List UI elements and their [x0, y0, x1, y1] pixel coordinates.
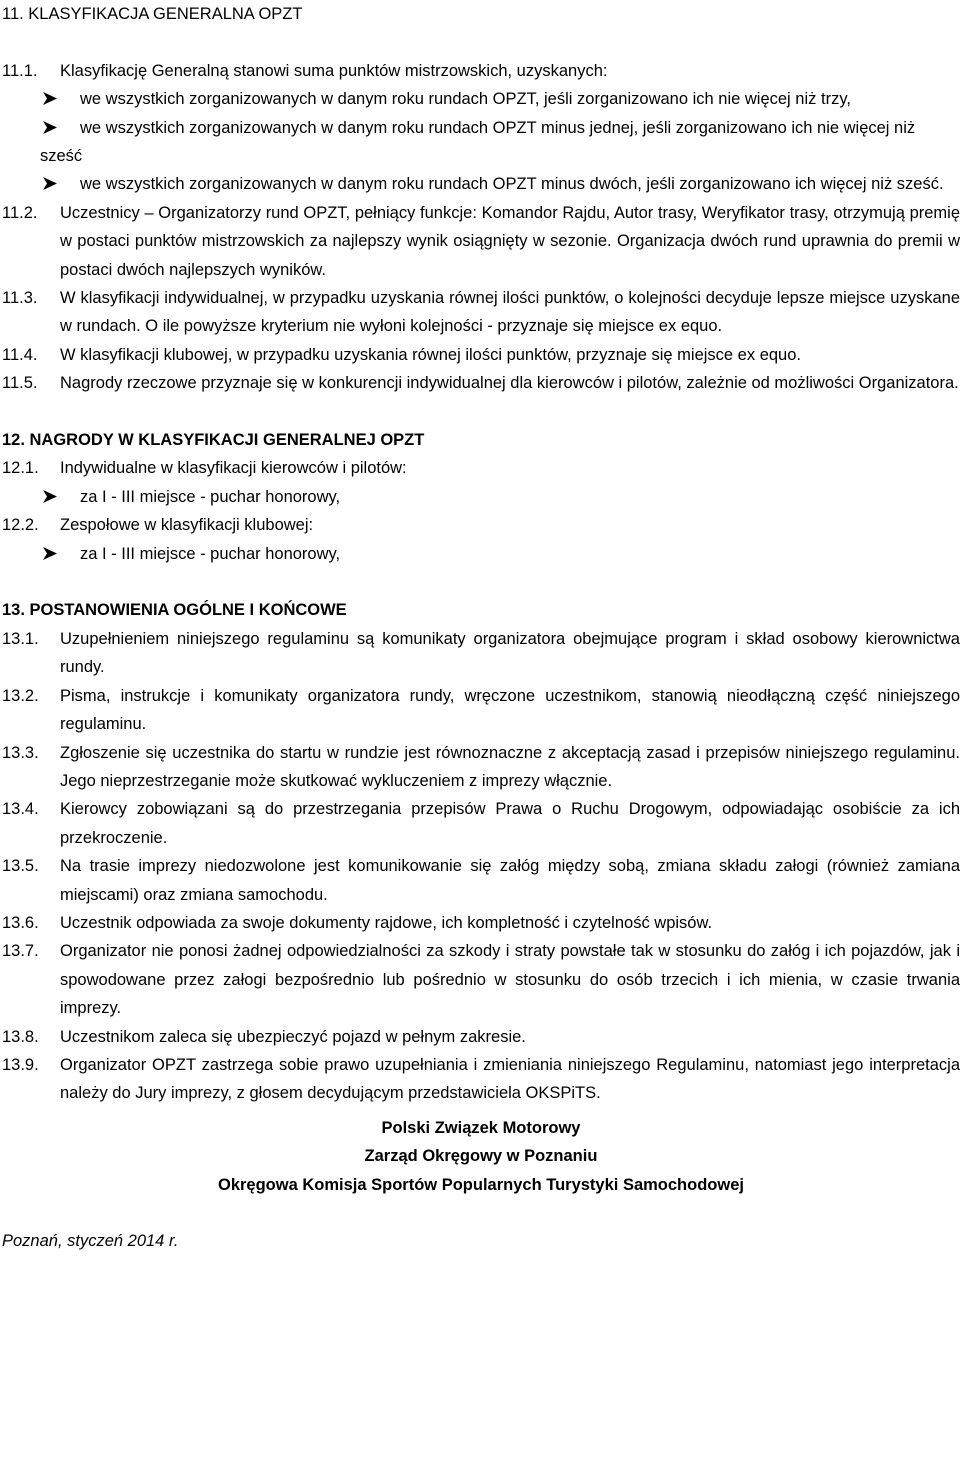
clause-number: 11.3. [2, 289, 38, 308]
clause-number: 13.7. [2, 942, 39, 961]
clause-12-2 [2, 511, 960, 539]
section-12 [2, 426, 960, 568]
arrowhead-bullet-icon [40, 540, 80, 568]
clause-body: Indywidualne w klasyfikacji kierowców i pilotów: [60, 459, 407, 478]
clause-body: Organizator nie ponosi żadnej odpowiedzialności za szkody i straty powstałe tak w stosunku do załóg i ich pojazdów, jak i spowodowane przez załogi bezpośrednio lub pośrednio w stosunku do osób trzecich i ich mienia, w czasie trwania imprezy. [60, 942, 960, 1018]
clause-13-2 [2, 682, 960, 739]
clause-13-3 [2, 739, 960, 796]
clause-body: Kierowcy zobowiązani są do przestrzegania przepisów Prawa o Ruchu Drogowym, odpowiadając osobiście za ich przekroczenie. [60, 800, 960, 847]
section-11 [2, 0, 960, 398]
clause-13-1 [2, 625, 960, 682]
clause-body: W klasyfikacji klubowej, w przypadku uzyskania równej ilości punktów, przyznaje się miejsce ex equo. [60, 345, 801, 364]
section-13-title: 13. POSTANOWIENIA OGÓLNE I KOŃCOWE [2, 601, 347, 620]
clause-12-1 [2, 454, 960, 482]
arrowhead-bullet-icon [40, 170, 80, 198]
clause-text: Klasyfikację Generalną stanowi suma punktów mistrzowskich, uzyskanych: [60, 61, 608, 80]
clause-body: Uzupełnieniem niniejszego regulaminu są komunikaty organizatora obejmujące program i skład osobowy kierownictwa rundy. [60, 629, 960, 677]
clause-number: 13.9. [2, 1055, 39, 1074]
clause-number: 13.5. [2, 857, 39, 876]
clause-11-3 [2, 284, 960, 341]
list-item-text: za I - III miejsce - puchar honorowy, [80, 487, 341, 506]
clause-number: 13.1. [2, 629, 39, 648]
section-11-title: 11. KLASYFIKACJA GENERALNA OPZT [2, 5, 303, 23]
clause-number: 11.5. [2, 374, 38, 393]
spacer [2, 28, 960, 56]
clause-body: Uczestnik odpowiada za swoje dokumenty rajdowe, ich kompletność i czytelność wpisów. [60, 913, 713, 932]
list-item-text: we wszystkich zorganizowanych w danym roku rundach OPZT minus dwóch, jeśli zorganizowano ich więcej niż sześć. [80, 175, 944, 194]
list-item-text: we wszystkich zorganizowanych w danym roku rundach OPZT, jeśli zorganizowano ich nie więcej niż trzy, [80, 90, 851, 109]
clause-body: Zespołowe w klasyfikacji klubowej: [60, 516, 314, 535]
clause-number: 11.4. [2, 345, 38, 364]
clause-body: Organizator OPZT zastrzega sobie prawo uzupełniania i zmieniania niniejszego Regulaminu, natomiast jego interpretacja należy do Jury imprezy, z głosem decydującym przedstawiciela OKSPiTS. [60, 1055, 960, 1103]
clause-body: Uczestnikom zaleca się ubezpieczyć pojazd w pełnym zakresie. [60, 1027, 526, 1046]
list-item [40, 170, 960, 198]
section-12-title: 12. NAGRODY W KLASYFIKACJI GENERALNEJ OPZT [2, 431, 425, 450]
signature-block [2, 1114, 960, 1199]
clause-13-6 [2, 909, 960, 937]
clause-body: W klasyfikacji indywidualnej, w przypadku uzyskania równej ilości punktów, o kolejności decyduje lepsze miejsce uzyskane w rundach. O ile powyższe kryterium nie wyłoni kolejności - przyznaje się miejsce ex equo. [60, 289, 960, 336]
section-13 [2, 596, 960, 1107]
clause-number: 13.2. [2, 686, 39, 705]
clause-body: Zgłoszenie się uczestnika do startu w rundzie jest równoznaczne z akceptacją zasad i przepisów niniejszego regulaminu. Jego nieprzestrzeganie może skutkować wykluczeniem z imprezy włącznie. [60, 743, 960, 790]
clause-13-4 [2, 795, 960, 852]
clause-number: 13.4. [2, 800, 39, 819]
clause-11-5 [2, 369, 960, 397]
clause-number: 13.3. [2, 743, 39, 762]
clause-number: 11.2. [2, 203, 38, 222]
arrowhead-bullet-icon [40, 85, 80, 113]
list-item [40, 85, 960, 113]
clause-body [60, 57, 960, 85]
clause-number: 12.1. [2, 459, 39, 478]
arrowhead-bullet-icon [40, 483, 80, 511]
arrowhead-bullet-icon [40, 114, 80, 142]
list-item-text: za I - III miejsce - puchar honorowy, [80, 544, 341, 563]
clause-11-1 [2, 57, 960, 85]
clause-number: 13.6. [2, 913, 39, 932]
clause-body: Uczestnicy – Organizatorzy rund OPZT, pełniący funkcje: Komandor Rajdu, Autor trasy, Weryfikator trasy, otrzymują premię w postaci punktów mistrzowskich za najlepszy wynik osiągnięty w sezonie. Organizacja dwóch rund uprawnia do premii w postaci dwóch najlepszych wyników. [60, 203, 960, 279]
clause-13-5 [2, 852, 960, 909]
clause-13-9 [2, 1051, 960, 1108]
clause-number: 11.1. [2, 61, 38, 80]
clause-body: Na trasie imprezy niedozwolone jest komunikowanie się załóg między sobą, zmiana składu załogi (również zamiana miejscami) oraz zmiana samochodu. [60, 857, 960, 904]
document-date: Poznań, styczeń 2014 r. [2, 1232, 179, 1251]
list-item [2, 540, 960, 568]
clause-number: 12.2. [2, 516, 39, 535]
clause-13-8 [2, 1023, 960, 1051]
clause-11-4 [2, 341, 960, 369]
signature-line-commission: Okręgowa Komisja Sportów Popularnych Turystyki Samochodowej [218, 1175, 744, 1194]
list-item-text: we wszystkich zorganizowanych w danym roku rundach OPZT minus jednej, jeśli zorganizowano ich nie więcej niż sześć [40, 118, 916, 166]
clause-11-1-bullets [2, 85, 960, 199]
clause-number: 13.8. [2, 1027, 39, 1046]
clause-11-2 [2, 199, 960, 284]
clause-13-7 [2, 937, 960, 1022]
clause-body: Pisma, instrukcje i komunikaty organizatora rundy, wręczone uczestnikom, stanowią nieodłączną część niniejszego regulaminu. [60, 686, 960, 734]
signature-line-board: Zarząd Okręgowy w Poznaniu [364, 1147, 598, 1166]
list-item [40, 114, 960, 171]
clause-body: Nagrody rzeczowe przyznaje się w konkurencji indywidualnej dla kierowców i pilotów, zależnie od możliwości Organizatora. [60, 374, 959, 393]
list-item [2, 483, 960, 511]
signature-line-organization: Polski Związek Motorowy [381, 1118, 581, 1137]
